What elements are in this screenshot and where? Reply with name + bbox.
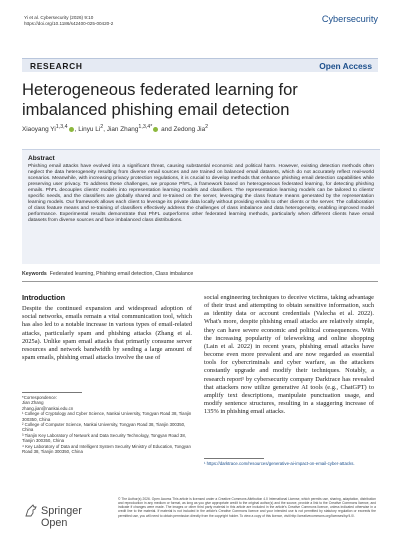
journal-name: Cybersecurity: [321, 14, 378, 24]
correspondence-email[interactable]: zhang.jian@nankai.edu.cn: [22, 405, 74, 411]
body-paragraph: social engineering techniques to deceive victims, taking advantage of their trust and attempting to obtain sensitive information, such as identity data or account credentials (Valecha et al. 2022). What's more, despite phishing email attacks are relatively simple, they can have severe economic and political consequences. With the increasing popularity of teleworking and online shopping (Lain et al. 2022) in recent years, phishing email attacks have become even more prevalent and are now regarded as essential tools for cybercriminals and cyber warfare, as the attackers constantly upgrade and modify their techniques. Notably, a research report¹ by cybersecurity company Darktrace has revealed that attackers now utilize generative AI tools (e.g., ChatGPT) to amplify text descriptions, manipulate punctuation usage, and modify sentence structures, resulting in a staggering increase of 135% in phishing email attacks.: [204, 294, 374, 416]
article-type-label: RESEARCH: [30, 61, 83, 71]
abstract-box: [22, 149, 380, 264]
abstract-heading: Abstract: [28, 155, 55, 162]
author-name[interactable]: Linyu Li: [78, 126, 101, 134]
author-name[interactable]: Xiaoyang Yi: [22, 126, 56, 134]
correspondence-label: *Correspondence:: [22, 395, 58, 400]
affiliations: [22, 395, 192, 454]
running-head-citation: Yi et al. Cybersecurity (2026) 9:10: [24, 15, 94, 20]
publisher-name: Springer Open: [41, 505, 82, 529]
research-bar: [22, 58, 378, 72]
body-column-left: [22, 294, 192, 362]
footnote-link[interactable]: ¹ https://darktrace.com/resources/generative-ai-impact-on-email-cyber-attacks.: [204, 461, 355, 466]
springer-horse-icon: [24, 504, 38, 518]
divider: [22, 281, 378, 282]
author-name[interactable]: Jian Zhang: [106, 126, 139, 134]
section-heading: Introduction: [22, 293, 66, 302]
paper-title: Heterogeneous federated learning for imbalanced phishing email detection: [22, 80, 298, 119]
author-affiliation: 2: [205, 124, 209, 130]
author-list: Xiaoyang Yi$^{1,3,4}$ , Linyu Li$^2$, Jian Zhang$^{1,3,4*}$ and Zedong Jia$^2$: [22, 124, 209, 134]
springer-open-logo[interactable]: [24, 503, 108, 529]
orcid-icon[interactable]: [69, 127, 74, 132]
body-column-right: [204, 294, 374, 416]
open-access-badge: Open Access: [319, 61, 372, 71]
doi-link[interactable]: https://doi.org/10.1186/s42400-025-00420-2: [24, 21, 114, 27]
running-head: [24, 15, 113, 27]
abstract-text: Phishing email attacks have evolved into a significant threat, causing substantial economic and political harm. However, existing detection methods often neglect the data heterogeneity resulting from diverse email sources and are trained on balanced email datasets, which do not accurately reflect real-world scenarios. Meanwhile, with increasing privacy protection regulations, it is crucial to develop methods that enhance phishing email detection capabilities while preserving user privacy. To address these challenges, we propose PhFL, a framework based on heterogeneous federated learning, for detecting phishing emails. PhFL decouples clients' models into representation learning models and classifiers. The representation learning models can be tailored to clients' specific needs, and the classifiers are globally shared and re-trained on the server, leveraging the class feature means generated by the representation learning models. Our framework allows each client to leverage its private data locally without providing emails to other clients or the server. The collaboration of class feature means and re-training of classifiers effectively address the challenges of class imbalance and data heterogeneity, enabling improved model performance. Experimental results demonstrate that PhFL outperforms other federated learning methods, particularly when different clients have email datasets from diverse sources and face imbalanced class distributions.: [28, 164, 374, 224]
divider: [204, 458, 264, 459]
affiliation-item: ⁴ Key Laboratory of Data and Intelligent System Security Ministry of Education, Tongyan Road 38, Tianjin 300350, China: [22, 443, 191, 455]
author-affiliation: 2: [100, 124, 104, 130]
author-affiliation: 1,3,4: [55, 124, 68, 130]
affiliation-item: ³ Tianjin Key Laboratory of Network and Data Security Technology, Tongyan Road 38, Tianjin 300350, China: [22, 432, 186, 444]
keywords-text: Federated learning, Phishing email detection, Class imbalance: [49, 271, 194, 277]
license-text: © The Author(s) 2026. Open Access This article is licensed under a Creative Commons Attribution 4.0 International License, which permits use, sharing, adaptation, distribution and reproduction in any medium or format, as long as you give appropriate credit to the original author(s) and the source, provide a link to the Creative Commons licence, and indicate if changes were made. The images or other third party material in this article are included in the article's Creative Commons licence, unless indicated otherwise in a credit line to the material. If material is not included in the article's Creative Commons licence and your intended use is not permitted by statutory regulation or exceeds the permitted use, you will need to obtain permission directly from the copyright holder. To view a copy of this licence, visit http://creativecommons.org/licenses/by/4.0/.: [118, 497, 376, 518]
author-name[interactable]: and Zedong Jia: [161, 126, 206, 134]
divider: [22, 392, 82, 393]
correspondence-name: Jian Zhang: [22, 400, 44, 406]
author-affiliation: 1,3,4*: [138, 124, 153, 130]
keywords: [22, 271, 382, 277]
orcid-icon[interactable]: [153, 127, 158, 132]
affiliation-item: ¹ College of Cryptology and Cyber Science, Nankai University, Tongyan Road 38, Tianjin 300350, China: [22, 411, 192, 422]
body-paragraph: Despite the continued expansion and widespread adoption of social networks, emails remain a vital communication tool, which has also led to a notable increase in various types of email-related attacks, particularly spam and phishing attacks (Zhang et al. 2025a). Unlike spam email attacks that primarily consume server resources and network bandwidth by sending a large amount of spam emails, phishing email attacks involve the use of: [22, 305, 192, 362]
affiliation-item: ² College of Computer Science, Nankai University, Tongyan Road 38, Tianjin 300350, China: [22, 422, 186, 433]
keywords-label: Keywords: [22, 271, 47, 277]
